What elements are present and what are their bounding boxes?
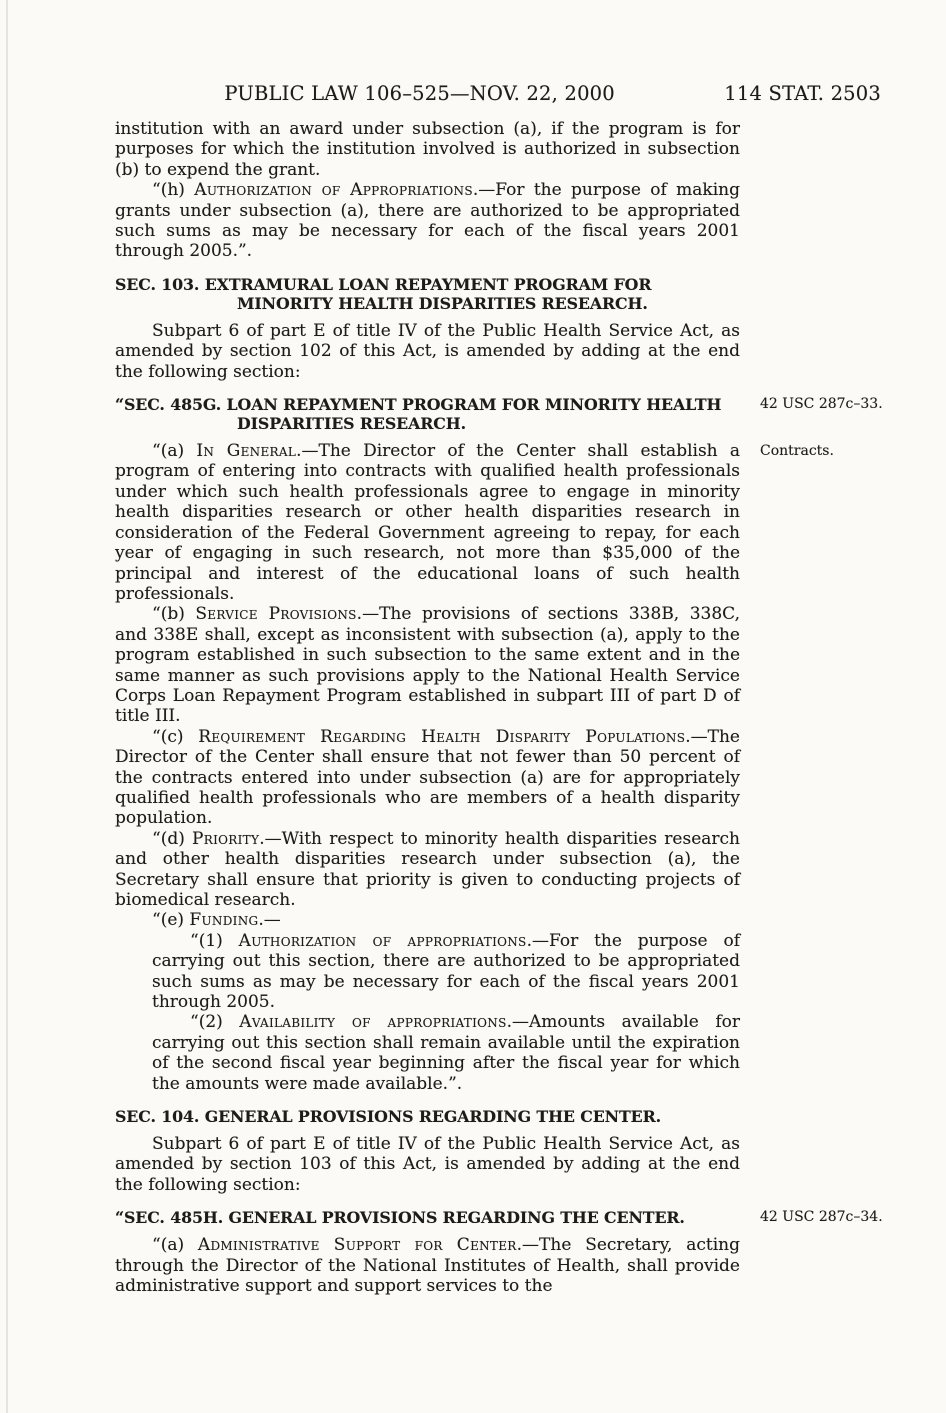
law-paragraph [115, 931, 740, 1013]
text-run: .—The Director of the Center shall ensure that not fewer than 50 percent of the contracts entered into under subsection (a) are for appropriately qualified health professionals who are members of a health disparity population. [115, 726, 740, 829]
statute-page-number: 114 STAT. 2503 [724, 82, 881, 105]
text-run: “(a) [152, 441, 197, 462]
law-paragraph [115, 441, 834, 604]
text-run: “(d) [152, 828, 193, 849]
text-run: “(b) [152, 604, 196, 625]
text-run: “(2) [190, 1012, 240, 1033]
small-caps-term: Funding [189, 910, 259, 931]
margin-note: 42 USC 287c–33. [760, 396, 883, 413]
section-heading [115, 1107, 740, 1126]
law-paragraph [115, 180, 740, 262]
small-caps-term: Administrative Support for Center [197, 1235, 517, 1256]
small-caps-term: Priority [192, 828, 260, 849]
text-run: .— [258, 910, 281, 931]
text-run: “(c) [152, 726, 199, 747]
running-head-title: PUBLIC LAW 106–525—NOV. 22, 2000 [224, 82, 615, 105]
small-caps-term: Requirement Regarding Health Disparity Populations [198, 726, 686, 747]
margin-note: Contracts. [760, 443, 834, 460]
text-run: .—For the purpose of carrying out this section, there are authorized to be appropriated such sums as may be necessary for each of the fiscal years 2001 through 2005. [152, 930, 740, 1013]
section-heading [115, 275, 740, 313]
text-run: SEC. 104. GENERAL PROVISIONS REGARDING THE CENTER. [115, 1107, 662, 1127]
law-paragraph [115, 910, 740, 930]
text-run: “SEC. 485H. GENERAL PROVISIONS REGARDING THE CENTER. [115, 1208, 685, 1228]
margin-note: 42 USC 287c–34. [760, 1209, 883, 1226]
small-caps-term: Availability of appropriations [239, 1012, 507, 1033]
law-paragraph [115, 829, 740, 911]
page-header [115, 82, 881, 105]
small-caps-term: Service Provisions [195, 604, 357, 625]
text-run: “(a) [152, 1235, 198, 1256]
law-paragraph [115, 727, 740, 829]
section-heading [115, 395, 883, 434]
law-paragraph [115, 119, 740, 180]
text-run: .—With respect to minority health disparities research and other health disparities research under subsection (a), the Secretary shall ensure that priority is given to conducting projects of biomedical research. [115, 828, 740, 910]
text-run: .—Amounts available for carrying out this section shall remain available until the expiration of the second fiscal year beginning after the fiscal year for which the amounts were made available.”. [152, 1012, 741, 1094]
small-caps-term: Authorization of Appropriations [194, 180, 473, 201]
text-run: “(h) [152, 180, 195, 201]
law-paragraph [115, 1012, 740, 1094]
scan-edge-artifact [6, 0, 8, 1413]
law-paragraph [115, 321, 740, 382]
small-caps-term: In General [196, 441, 297, 462]
section-heading [115, 1208, 883, 1228]
small-caps-term: Authorization of appropriations [238, 930, 527, 951]
text-run: .—The provisions of sections 338B, 338C, and 338E shall, except as inconsistent with subsection (a), apply to the program established in such subsection to the same extent and in the same manner as such provisions apply to the National Health Service Corps Loan Repayment Program established in subpart III of part D of title III. [115, 604, 740, 727]
text-run: “SEC. 485G. LOAN REPAYMENT PROGRAM FOR MINORITY HEALTH DISPARITIES RESEARCH. [115, 395, 722, 434]
text-run: .—The Director of the Center shall establish a program of entering into contracts with qualified health professionals under which such health professionals agree to engage in minority health disparities research or other health disparities research in consideration of the Federal Government agreeing to repay, for each year of engaging in such research, not more than $35,000 of the principal and interest of the educational loans of such health professionals. [115, 441, 741, 604]
text-run: .—For the purpose of making grants under subsection (a), there are authorized to be appropriated such sums as may be necessary for each of the fiscal years 2001 through 2005.”. [115, 180, 740, 262]
text-run: “(e) [152, 910, 190, 931]
text-run: Subpart 6 of part E of title IV of the Public Health Service Act, as amended by section 102 of this Act, is amended by adding at the end the following section: [115, 320, 740, 382]
text-run: “(1) [190, 930, 239, 951]
text-run: SEC. 103. EXTRAMURAL LOAN REPAYMENT PROGRAM FOR MINORITY HEALTH DISPARITIES RESEARCH. [115, 274, 652, 313]
text-run: Subpart 6 of part E of title IV of the Public Health Service Act, as amended by section 103 of this Act, is amended by adding at the end the following section: [115, 1134, 740, 1195]
law-paragraph [115, 604, 740, 726]
text-run: institution with an award under subsection (a), if the program is for purposes for which the institution involved is authorized in subsection (b) to expend the grant. [115, 119, 740, 180]
law-paragraph [115, 1235, 740, 1296]
law-paragraph [115, 1134, 740, 1195]
text-run: .—The Secretary, acting through the Director of the National Institutes of Health, shall provide administrative support and support services to the [115, 1235, 741, 1297]
page-body [115, 119, 883, 1297]
